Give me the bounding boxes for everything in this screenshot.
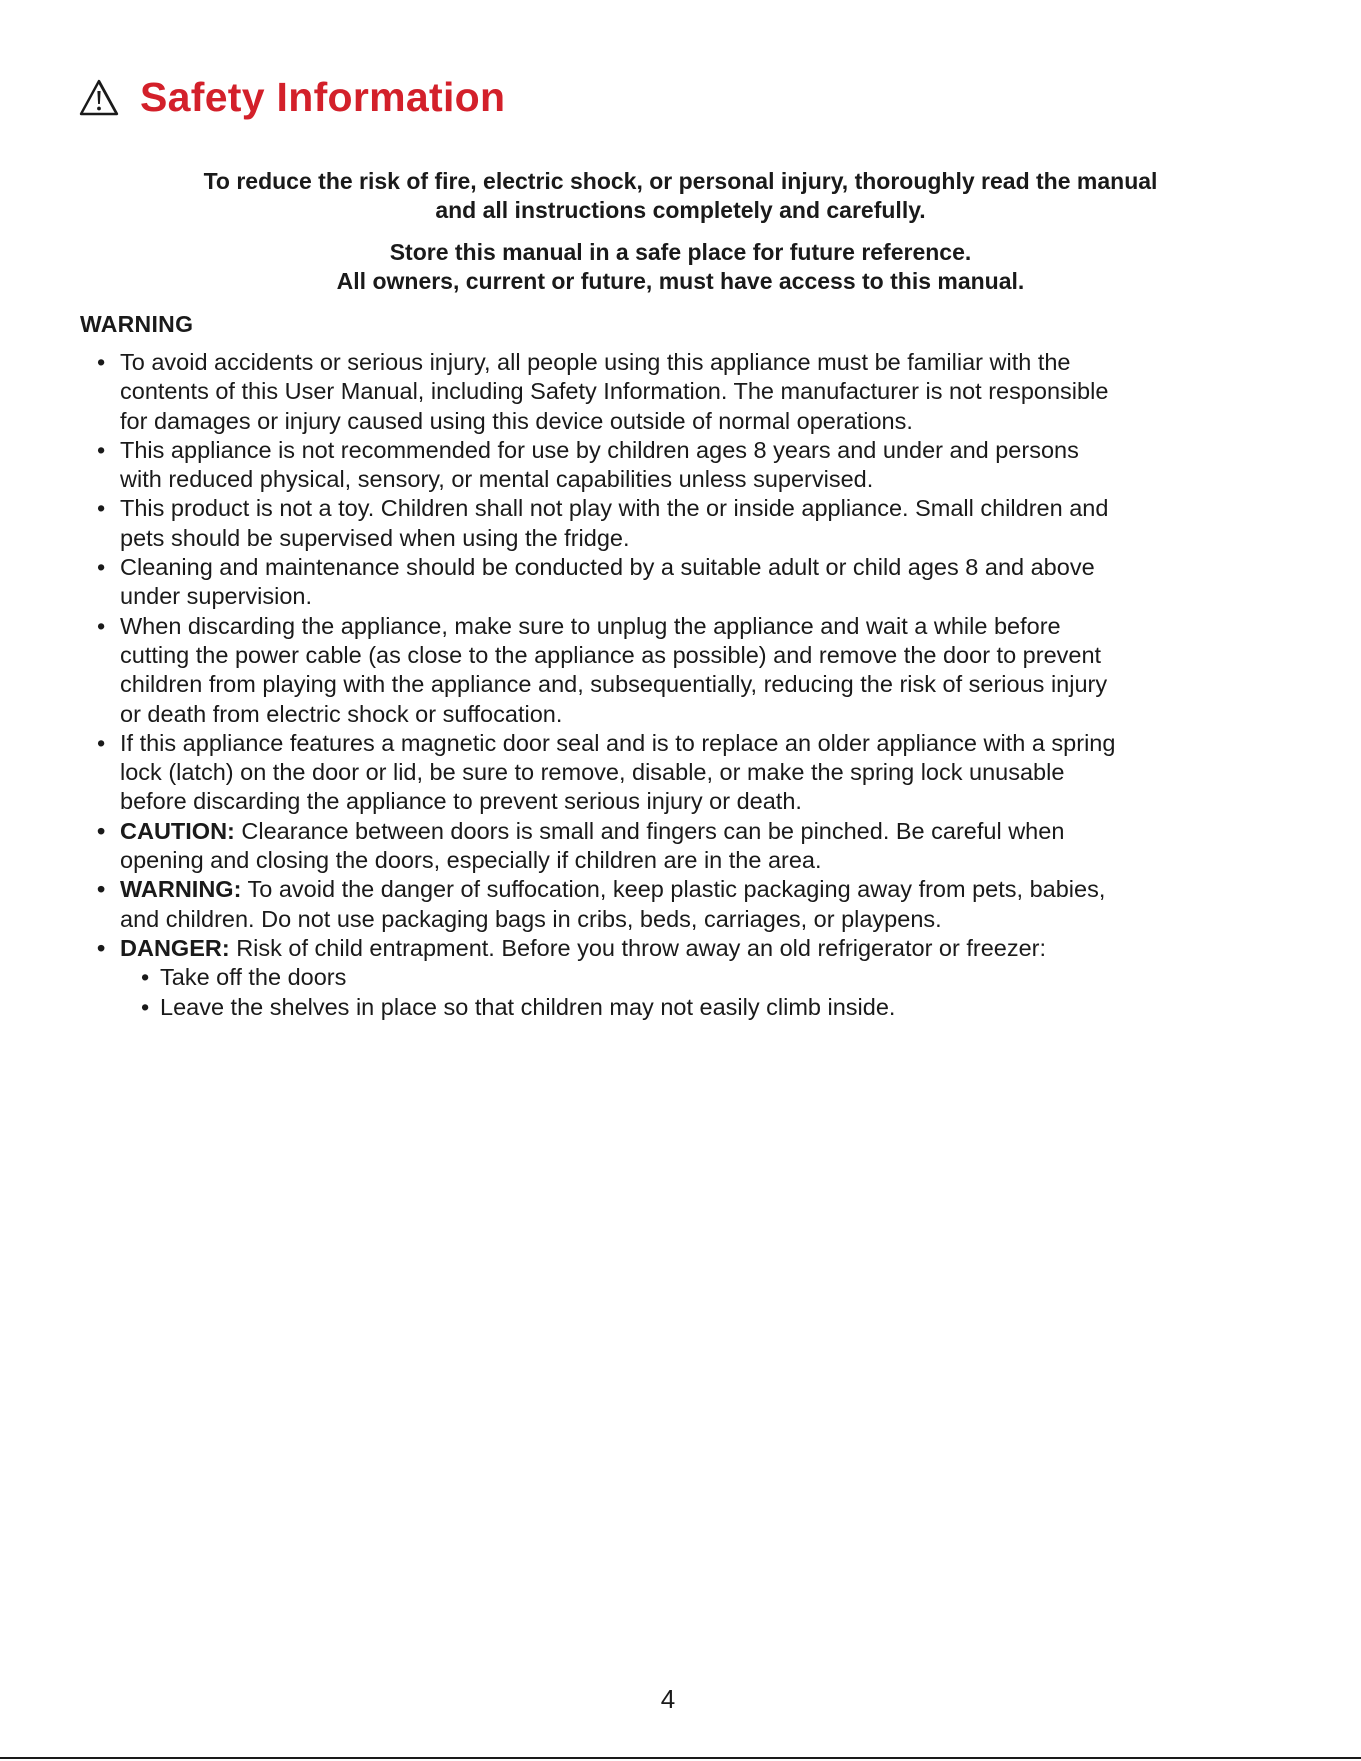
warning-item — [120, 729, 1280, 817]
warning-text-line: or death from electric shock or suffocation. — [120, 700, 563, 727]
intro-line: All owners, current or future, must have access to this manual. — [336, 268, 1025, 294]
warning-text-line: before discarding the appliance to prevent serious injury or death. — [120, 788, 802, 815]
warning-item — [120, 494, 1280, 553]
warning-text-line: This product is not a toy. Children shall not play with the or inside appliance. Small children and — [120, 495, 1109, 522]
warning-item — [120, 934, 1280, 1022]
warning-text-line: children from playing with the appliance and, subsequentially, reducing the risk of serious injury — [120, 671, 1108, 698]
warning-text-line: with reduced physical, sensory, or mental capabilities unless supervised. — [120, 466, 874, 493]
warning-text-line: This appliance is not recommended for use by children ages 8 years and under and persons — [120, 436, 1079, 463]
warning-text-line: under supervision. — [120, 583, 313, 610]
warning-text-line: pets should be supervised when using the fridge. — [120, 524, 630, 551]
warning-text-line: contents of this User Manual, including Safety Information. The manufacturer is not responsible — [120, 378, 1109, 405]
warning-text-line: opening and closing the doors, especially if children are in the area. — [120, 847, 822, 874]
warning-item — [120, 553, 1280, 612]
warning-item — [120, 875, 1280, 934]
sub-item: • Leave the shelves in place so that children may not easily climb inside. — [160, 993, 1280, 1022]
warning-text-line: When discarding the appliance, make sure to unplug the appliance and wait a while before — [120, 612, 1061, 639]
warning-text-line: cutting the power cable (as close to the appliance as possible) and remove the door to prevent — [120, 641, 1102, 668]
warning-text-line: for damages or injury caused using this device outside of normal operations. — [120, 407, 913, 434]
intro-line: and all instructions completely and carefully. — [435, 197, 926, 223]
bottom-divider — [0, 1757, 1361, 1759]
warning-text-line: To avoid accidents or serious injury, all people using this appliance must be familiar with the — [120, 349, 1071, 375]
warning-text-line: Risk of child entrapment. Before you throw away an old refrigerator or freezer: — [236, 934, 1047, 961]
warning-triangle-icon — [78, 78, 120, 118]
intro-notice — [0, 167, 1361, 225]
warning-item — [120, 348, 1280, 436]
warning-list — [120, 348, 1280, 1022]
warning-label: CAUTION: — [120, 817, 235, 844]
warning-text-line: and children. Do not use packaging bags in cribs, beds, carriages, or playpens. — [120, 905, 942, 932]
page-number: 4 — [660, 1684, 676, 1714]
intro-line: Store this manual in a safe place for future reference. — [389, 239, 972, 265]
warning-item — [120, 436, 1280, 495]
warning-item — [120, 612, 1280, 729]
storage-notice — [0, 238, 1361, 296]
warning-label: DANGER: — [120, 934, 230, 961]
warning-text-line: lock (latch) on the door or lid, be sure to remove, disable, or make the spring lock unusable — [120, 759, 1065, 786]
sub-item: • Take off the doors — [160, 963, 1280, 992]
warning-label: WARNING: — [120, 876, 242, 903]
warning-text-line: If this appliance features a magnetic door seal and is to replace an older appliance with a spring — [120, 729, 1116, 756]
warning-text-line: Cleaning and maintenance should be conducted by a suitable adult or child ages 8 and above — [120, 554, 1095, 581]
page-title: Safety Information — [140, 74, 506, 120]
intro-line: To reduce the risk of fire, electric shock, or personal injury, thoroughly read the manual — [203, 168, 1158, 194]
warning-text-line: To avoid the danger of suffocation, keep plastic packaging away from pets, babies, — [247, 876, 1106, 903]
section-heading: WARNING — [80, 311, 194, 337]
warning-item — [120, 817, 1280, 876]
warning-text-line: Clearance between doors is small and fingers can be pinched. Be careful when — [241, 817, 1065, 844]
sub-list — [120, 963, 1280, 1022]
title-row — [78, 74, 505, 121]
